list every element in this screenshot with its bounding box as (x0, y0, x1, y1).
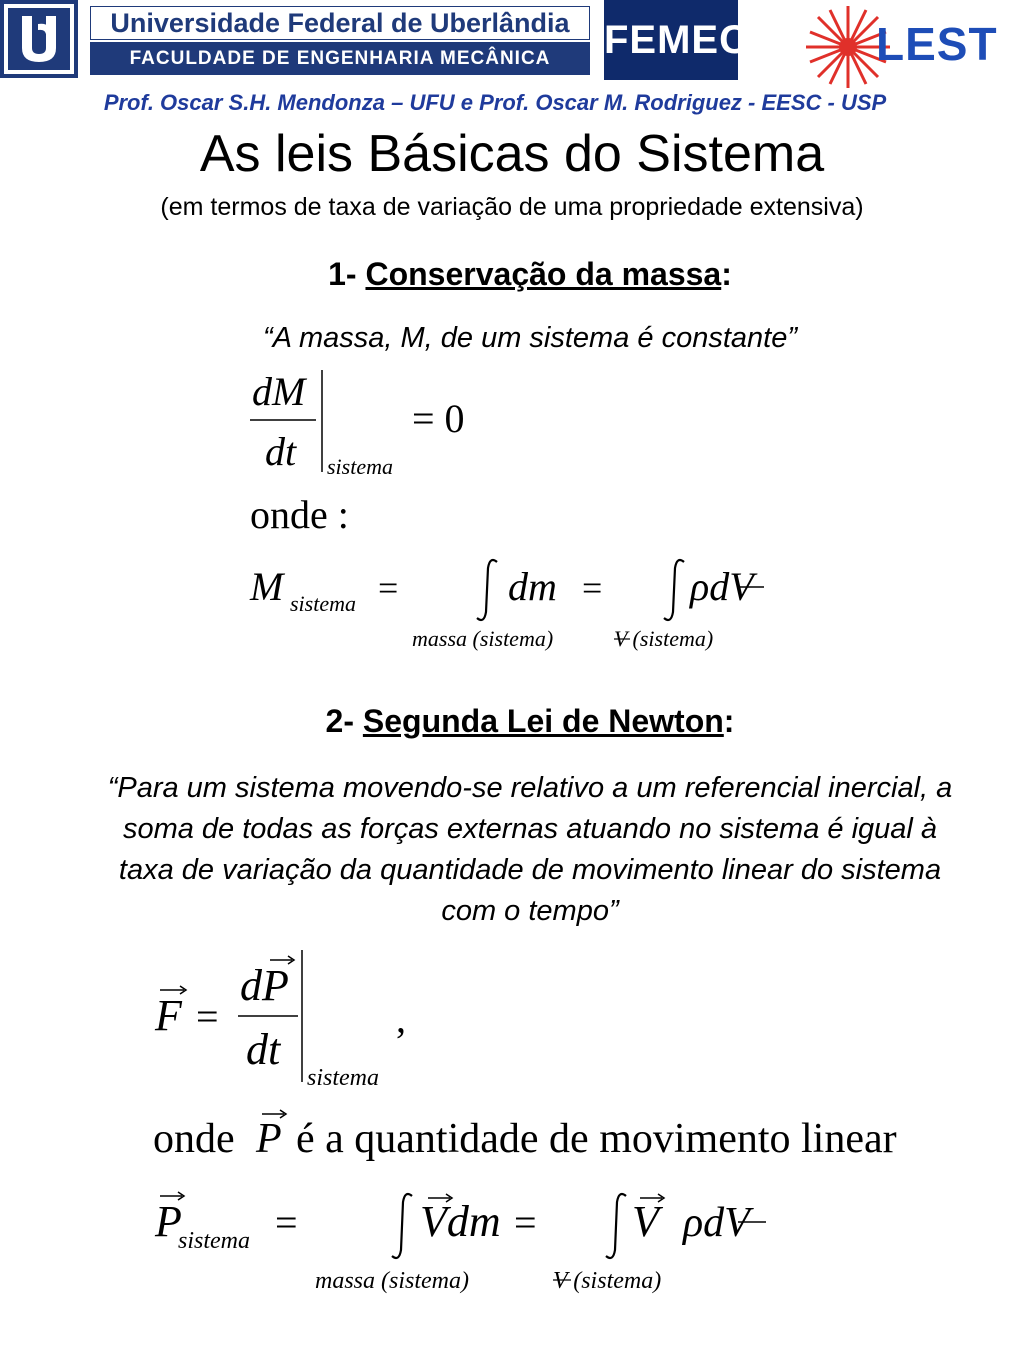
university-name: Universidade Federal de Uberlândia (90, 6, 590, 40)
section2-number: 2- (325, 703, 363, 739)
eq1-subscript: sistema (327, 454, 393, 479)
eq4-rhodV: ρdV (683, 1200, 750, 1246)
eq3-comma: , (396, 996, 406, 1041)
section2-heading (0, 703, 1024, 740)
eq2-M: M (250, 564, 284, 609)
eq2-M-subscript: sistema (290, 591, 356, 616)
onde2-label: onde (153, 1116, 235, 1162)
eq2-integral-1 (477, 560, 497, 620)
eq2-equals-2: = (582, 568, 603, 608)
eq1-numerator: dM (252, 369, 306, 414)
section1-quote: “A massa, M, de um sistema é constante” (262, 322, 797, 354)
authors-line: Prof. Oscar S.H. Mendonza – UFU e Prof. Oscar M. Rodriguez - EESC - USP (103, 90, 887, 115)
lest-logo-text: LEST (876, 18, 998, 70)
onde2-description: é a quantidade de movimento linear (296, 1116, 897, 1162)
eq4-equals-1: = (275, 1200, 298, 1245)
eq2-limit-2: V (sistema) (614, 626, 714, 651)
page-subtitle: (em termos de taxa de variação de uma propriedade extensiva) (160, 193, 864, 221)
eq4-limit-2: V (sistema) (553, 1268, 662, 1294)
eq4-limit-1: massa (sistema) (315, 1268, 469, 1294)
section1-title: Conservação da massa (365, 256, 722, 292)
eq4-P-subscript: sistema (178, 1228, 250, 1254)
section1-number: 1- (328, 256, 366, 292)
faculty-name: FACULDADE DE ENGENHARIA MECÂNICA (90, 42, 590, 75)
eq4-equals-2: = (514, 1200, 537, 1245)
onde-label: onde : (250, 492, 349, 537)
eq2-dm: dm (508, 564, 557, 609)
femec-logo: FEMEC (604, 0, 738, 80)
section2-colon: : (723, 703, 735, 739)
page-title: As leis Básicas do Sistema (199, 125, 825, 183)
section1-colon: : (721, 256, 732, 292)
eq4-P: P (155, 1197, 182, 1246)
eq2-rhodV: ρdV (690, 564, 754, 609)
eq2-limit-1: massa (sistema) (412, 626, 554, 651)
eq2-integral-2 (664, 560, 684, 620)
eq3-subscript: sistema (307, 1065, 379, 1091)
eq3-denominator: dt (246, 1025, 281, 1074)
eq3-numerator: dP (240, 961, 289, 1010)
section2-title: Segunda Lei de Newton (362, 703, 724, 739)
onde2-P: P (256, 1116, 282, 1162)
eq3-equals: = (196, 994, 219, 1039)
eq4-integral-2 (606, 1194, 626, 1258)
eq4-V: V (632, 1197, 659, 1246)
eq1-denominator: dt (265, 429, 297, 474)
section2-quote: “Para um sistema movendo-se relativo a um referencial inercial, a soma de todas as forças externas atuando no sistema é igual à taxa de variação da quantidade de movimento linear do sistema com o tempo” (107, 772, 953, 927)
eq2-equals-1: = (378, 568, 399, 608)
eq3-F: F (155, 991, 182, 1040)
eq4-Vdm: Vdm (420, 1197, 501, 1246)
eq4-integral-1 (392, 1194, 412, 1258)
eq1-equals-zero: = 0 (412, 396, 465, 441)
